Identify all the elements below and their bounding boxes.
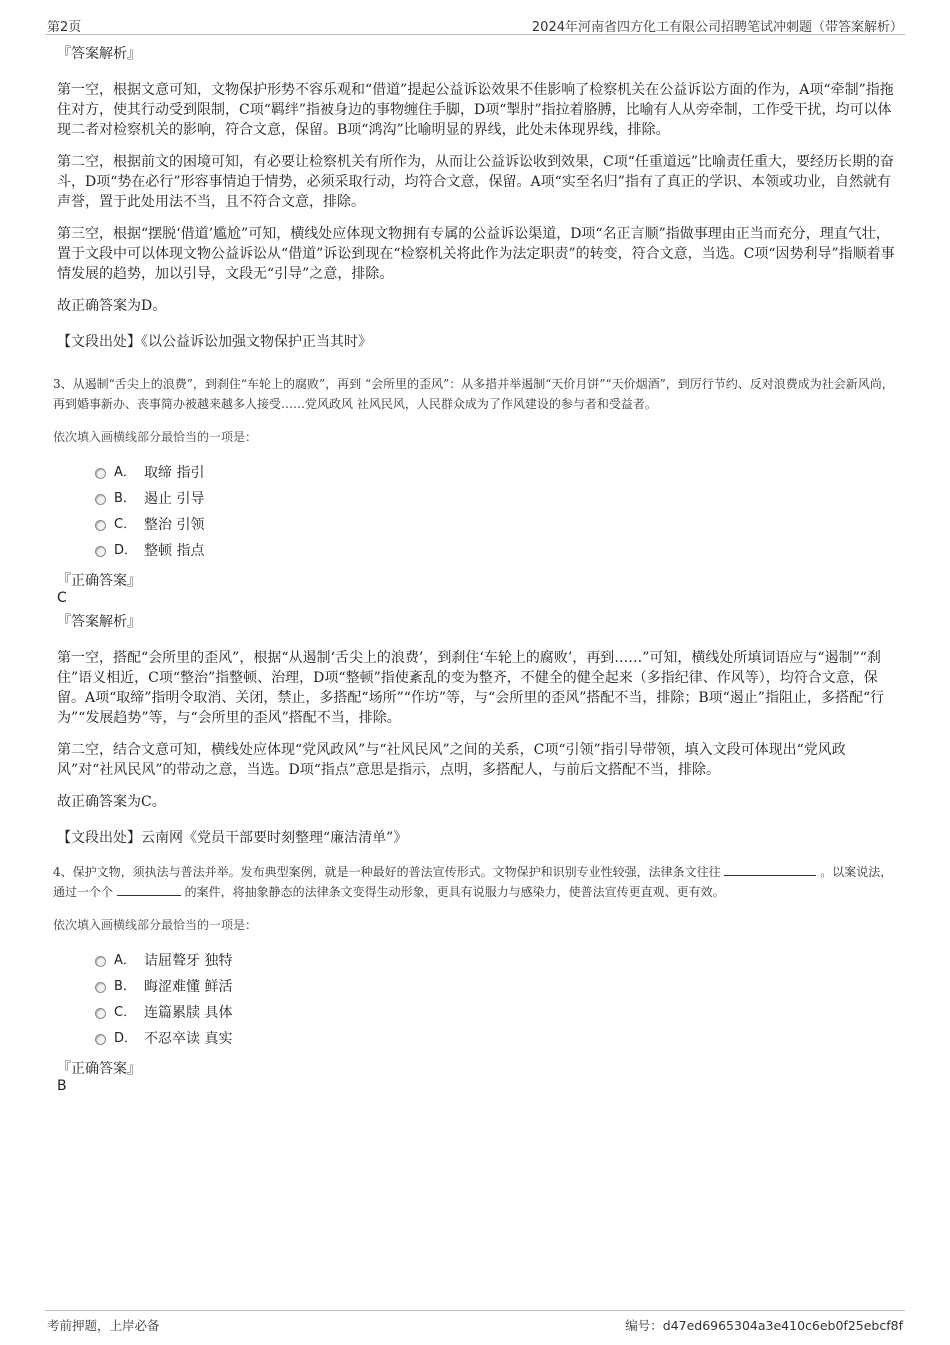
- q4-question: [53, 862, 902, 902]
- option-letter: C．: [114, 517, 137, 532]
- option-letter: C．: [114, 1005, 137, 1020]
- q3-analysis-para-2: 第二空，结合文意可知，横线处应体现“党风政风”与“社风民风”之间的关系，C项“引领”指引导带领，填入文段可体现出“党风政风”对“社风民风”的带动之意，当选。D项“指点”意思是指示，点明，多搭配人，与前后文搭配不当，排除。: [57, 742, 846, 778]
- q4-option-a[interactable]: [95, 948, 902, 974]
- q3-option-a[interactable]: [95, 460, 902, 486]
- option-letter: B．: [114, 979, 136, 994]
- q3-conclusion: 故正确答案为C。: [57, 794, 166, 810]
- option-text: 整顿 指点: [144, 543, 205, 559]
- radio-icon[interactable]: [95, 1008, 106, 1019]
- document-body: [53, 44, 902, 1100]
- q2-analysis-para-1: 第一空，根据文意可知，文物保护形势不容乐观和“借道”提起公益诉讼效果不佳影响了检察机关在公益诉讼方面的作为，A项“牵制”指拖住对方，使其行动受到限制，C项“羁绊”指被身边的事物缠住手脚，D项“掣肘”指拉着胳膊，比喻有人从旁牵制，工作受干扰，均可以体现二者对检察机关的影响，符合文意，保留。B项“鸿沟”比喻明显的界线，此处未体现界线，排除。: [57, 82, 894, 138]
- q3-analysis-label: 『答案解析』: [57, 614, 141, 630]
- q3-option-c[interactable]: [95, 512, 902, 538]
- page-header: [45, 14, 905, 35]
- option-text: 取缔 指引: [144, 465, 205, 481]
- q4-question-part-3: 的案件，将抽象静态的法律条文变得生动形象，更具有说服力与感染力，使普法宣传更直观、更有效。: [184, 885, 725, 899]
- answer-blank-2[interactable]: [117, 883, 181, 896]
- page-footer: [45, 1310, 905, 1337]
- q2-conclusion: 故正确答案为D。: [57, 298, 167, 314]
- option-text: 连篇累牍 具体: [144, 1005, 233, 1021]
- q4-prompt: 依次填入画横线部分最恰当的一项是：: [53, 918, 258, 932]
- q4-option-c[interactable]: [95, 1000, 902, 1026]
- radio-icon[interactable]: [95, 546, 106, 557]
- radio-icon[interactable]: [95, 956, 106, 967]
- q2-analysis-para-2: 第二空，根据前文的困境可知，有必要让检察机关有所作为，从而让公益诉讼收到效果，C项“任重道远”比喻责任重大，要经历长期的奋斗，D项“势在必行”形容事情迫于情势，必须采取行动，均符合文意，保留。A项“实至名归”指有了真正的学识、本领或功业，自然就有声誉，置于此处用法不当，且不符合文意，排除。: [57, 154, 895, 210]
- footer-slogan: 考前押题，上岸必备: [47, 1318, 160, 1333]
- radio-icon[interactable]: [95, 494, 106, 505]
- q4-question-part-1: 4、保护文物，须执法与普法并举。发布典型案例，就是一种最好的普法宣传形式。文物保护和识别专业性较强，法律条文往往: [53, 865, 721, 879]
- q3-source: 【文段出处】云南网《党员干部要时刻整理“廉洁清单”》: [57, 830, 408, 846]
- radio-icon[interactable]: [95, 468, 106, 479]
- q4-correct-label: 『正确答案』: [57, 1061, 141, 1077]
- option-text: 整治 引领: [144, 517, 205, 533]
- answer-blank-1[interactable]: [724, 863, 816, 876]
- option-letter: D．: [114, 1031, 138, 1046]
- q4-correct-answer: B: [57, 1078, 67, 1094]
- q2-source: 【文段出处】《以公益诉讼加强文物保护正当其时》: [57, 334, 372, 350]
- option-text: 晦涩难懂 鲜活: [144, 979, 233, 995]
- q3-option-b[interactable]: [95, 486, 902, 512]
- q4-option-d[interactable]: [95, 1026, 902, 1052]
- option-letter: D．: [114, 543, 138, 558]
- option-text: 诘屈聱牙 独特: [144, 953, 233, 969]
- q3-correct-answer: C: [57, 590, 67, 606]
- q4-question-part-2: 。以案说法，通过一个个: [53, 865, 893, 899]
- option-text: 不忍卒读 真实: [144, 1031, 233, 1047]
- q3-correct-label: 『正确答案』: [57, 573, 141, 589]
- q3-options: [95, 460, 902, 564]
- option-text: 遏止 引导: [144, 491, 205, 507]
- q2-analysis-para-3: 第三空，根据“摆脱‘借道’尴尬”可知，横线处应体现文物拥有专属的公益诉讼渠道，D项“名正言顺”指做事理由正当而充分，理直气壮，置于文段中可以体现文物公益诉讼从“借道”诉讼到现在“检察机关将此作为法定职责”的转变，符合文意，当选。C项“因势利导”指顺着事情发展的趋势，加以引导，文段无“引导”之意，排除。: [57, 226, 895, 282]
- option-letter: B．: [114, 491, 136, 506]
- q3-analysis-para-1: 第一空，搭配“会所里的歪风”，根据“从遏制‘舌尖上的浪费’，到刹住‘车轮上的腐败’，再到……”可知，横线处所填词语应与“遏制”“刹住”语义相近，C项“整治”指整顿、治理，D项“整顿”指使紊乱的变为整齐，不健全的健全起来（多指纪律、作风等），均符合文意，保留。A项“取缔”指明令取消、关闭，禁止，多搭配“场所”“作坊”等，与“会所里的歪风”搭配不当，排除；B项“遏止”指阻止，多搭配“行为”“发展趋势”等，与“会所里的歪风”搭配不当，排除。: [57, 650, 885, 726]
- option-letter: A．: [114, 953, 136, 968]
- q2-analysis-label: 『答案解析』: [57, 46, 141, 62]
- q4-options: [95, 948, 902, 1052]
- radio-icon[interactable]: [95, 1034, 106, 1045]
- document-id: 编号：d47ed6965304a3e410c6eb0f25ebcf8f: [625, 1318, 903, 1333]
- page-number: 第2页: [47, 20, 82, 35]
- document-title: 2024年河南省四方化工有限公司招聘笔试冲刺题（带答案解析）: [531, 20, 903, 35]
- q3-option-d[interactable]: [95, 538, 902, 564]
- radio-icon[interactable]: [95, 982, 106, 993]
- radio-icon[interactable]: [95, 520, 106, 531]
- q3-question: 3、从遏制“舌尖上的浪费”，到刹住“车轮上的腐败”，再到 “会所里的歪风”：从多措并举遏制“天价月饼”“天价烟酒”，到厉行节约、反对浪费成为社会新风尚，再到婚事新办、丧事简办被越来越多人接受……党风政风 社风民风，人民群众成为了作风建设的参与者和受益者。: [53, 377, 894, 411]
- option-letter: A．: [114, 465, 136, 480]
- q3-prompt: 依次填入画横线部分最恰当的一项是：: [53, 430, 258, 444]
- q4-option-b[interactable]: [95, 974, 902, 1000]
